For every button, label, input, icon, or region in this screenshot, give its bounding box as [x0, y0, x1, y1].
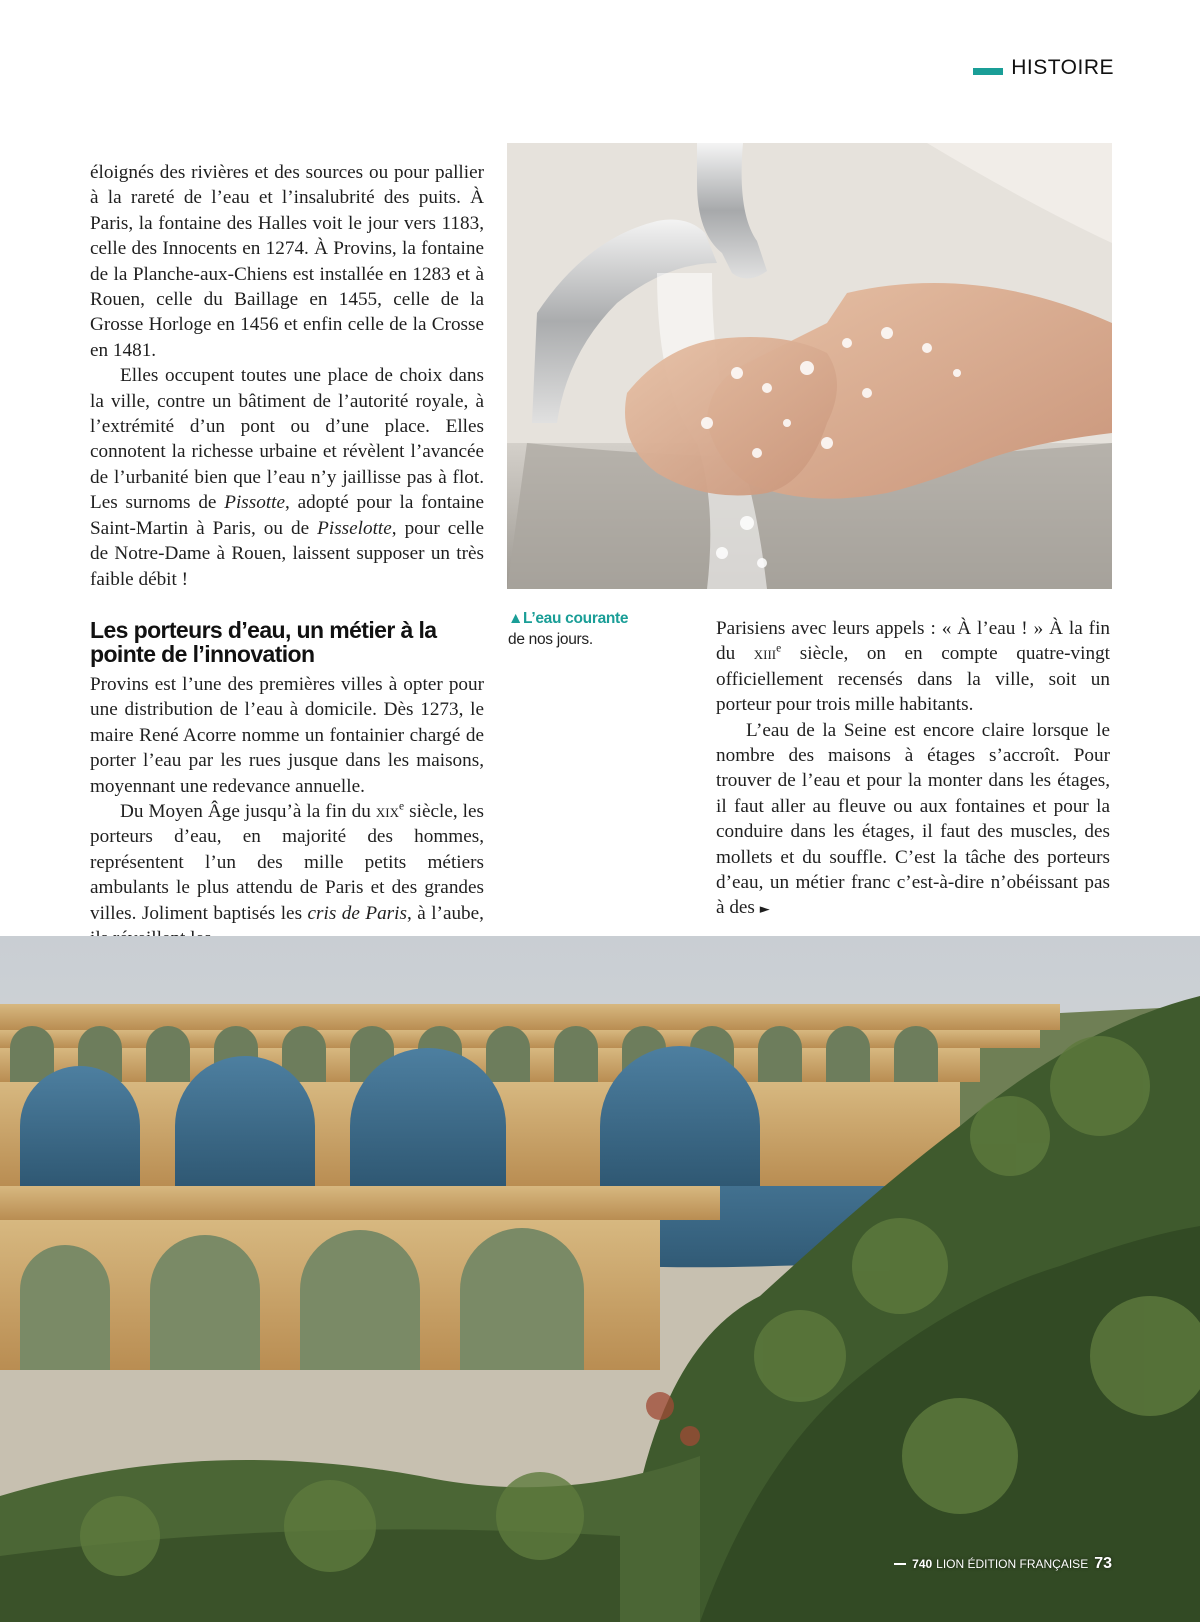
- caption-text: de nos jours.: [508, 631, 593, 648]
- paragraph: L’eau de la Seine est encore claire lorsque le nombre des maisons à étages s’accroît. Pour trouver de l’eau et pour la monter dans les étages, il faut aller au fleuve ou aux fontaines et pour la conduire dans les étages, il faut des muscles, des mollets et du souffle. C’est la tâche des porteurs d’eau, un métier franc c’est-à-dire n’obéissant pas à des ►: [716, 719, 1110, 919]
- right-column: [716, 616, 1110, 923]
- paragraph: Elles occupent toutes une place de choix dans la ville, contre un bâtiment de l’autorité royale, à l’extrémité d’un pont ou d’une place. Elles connotent la richesse urbaine et révèlent l’avancée de l’urbanité bien que l’eau n’y jaillisse pas à flot. Les surnoms de Pissotte, adopté pour la fontaine Saint-Martin à Paris, ou de Pisselotte, pour celle de Notre-Dame à Rouen, laissent supposer un très faible débit !: [90, 365, 485, 590]
- paragraph: Provins est l’une des premières villes à opter pour une distribution de l’eau à domicile. Dès 1273, le maire René Acorre nomme un fontainier chargé de porter l’eau par les rues jusque dans les maisons, moyennant une redevance annuelle.: [90, 673, 484, 797]
- hand-washing-illustration: [507, 143, 1112, 589]
- section-accent-bar: [973, 68, 1003, 75]
- issue-number: 740: [912, 1557, 933, 1571]
- photo-hand-washing: [507, 143, 1112, 589]
- section-tag: [973, 56, 1114, 80]
- page-number: 73: [1094, 1555, 1112, 1572]
- left-column: [90, 160, 484, 951]
- photo-pont-du-gard-aqueduct: [0, 936, 1200, 1622]
- photo-caption: [508, 608, 688, 650]
- paragraph: éloignés des rivières et des sources ou pour pallier à la rareté de l’eau et l’insalubrité des puits. À Paris, la fontaine des Halles voit le jour vers 1183, celle des Innocents en 1274. À Provins, la fontaine de la Planche-aux-Chiens est installée en 1283 et à Rouen, celle du Baillage en 1455, celle de la Grosse Horloge en 1456 et enfin celle de la Crosse en 1481.: [90, 162, 484, 361]
- paragraph: Parisiens avec leurs appels : « À l’eau ! » À la fin du xiii$^e$ siècle, on en compte quatre-vingt officiellement recensés dans la ville, soit un porteur pour trois mille habitants.: [716, 618, 1110, 716]
- aqueduct-illustration: [0, 936, 1200, 1622]
- page-footer: [894, 1555, 1112, 1573]
- magazine-name: LION ÉDITION FRANÇAISE: [936, 1557, 1089, 1571]
- footer-dash: [894, 1563, 906, 1565]
- paragraph: Du Moyen Âge jusqu’à la fin du xix$^e$ siècle, les porteurs d’eau, en majorité des hommes, représentent l’un des mille petits métiers ambulants le plus attendu de Paris et des grandes villes. Joliment baptisés les cris de Paris, à l’aube,: [90, 800, 484, 924]
- continue-arrow-icon: ►: [759, 902, 770, 918]
- section-label: HISTOIRE: [1011, 56, 1114, 79]
- caption-lead: ▲L’eau courante: [508, 610, 629, 627]
- article-subheading: Les porteurs d’eau, un métier à la pointe de l’innovation: [90, 616, 437, 667]
